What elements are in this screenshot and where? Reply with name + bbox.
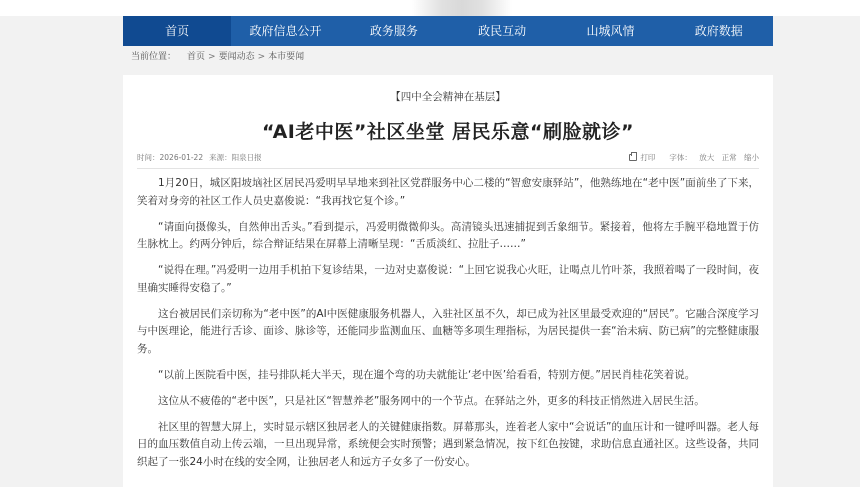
meta-tools xyxy=(629,152,759,163)
article-meta xyxy=(137,151,759,163)
article-paragraph: 1月20日，城区阳坡垴社区居民冯爱明早早地来到社区党群服务中心二楼的“智愈安康驿站”，他熟练地在“老中医”面前坐了下来，笑着对身旁的社区工作人员史嘉俊说：“我再找它复个诊。” xyxy=(137,177,759,207)
article-panel xyxy=(123,75,773,487)
nav-item-gov-info[interactable]: 政府信息公开 xyxy=(249,24,322,38)
banner-decoration xyxy=(412,0,512,16)
article-paragraph: “请面向摄像头，自然伸出舌头。”看到提示，冯爱明微微仰头。高清镜头迅速捕捉到舌象细节。紧接着，他将左手腕平稳地置于仿生脉枕上。约两分钟后，综合辩证结果在屏幕上清晰呈现：“舌质淡红、拉肚子……” xyxy=(137,220,759,250)
nav-item-gov-data[interactable]: 政府数据 xyxy=(694,24,743,38)
font-normal-button[interactable]: 正常 xyxy=(721,152,737,162)
print-button[interactable]: 打印 xyxy=(640,152,656,162)
article-paragraph: 这位从不疲倦的“老中医”，只是社区“智慧养老”服务网中的一个节点。在驿站之外，更多的科技正悄然进入居民生活。 xyxy=(158,394,705,407)
publish-time: 2026-01-22 xyxy=(159,152,204,162)
font-size-label: 字体： xyxy=(669,152,692,162)
main-nav xyxy=(123,16,773,46)
nav-item-gov-services[interactable]: 政务服务 xyxy=(369,24,418,38)
article-source: 阳泉日报 xyxy=(231,152,262,162)
font-size-control xyxy=(669,152,759,163)
article-title: “AI老中医”社区坐堂 居民乐意“刷脸就诊” xyxy=(262,121,634,143)
breadcrumb-separator: > xyxy=(257,52,266,62)
font-enlarge-button[interactable]: 放大 xyxy=(699,152,715,162)
column-tag: 【四中全会精神在基层】 xyxy=(390,91,506,103)
breadcrumb-news-link[interactable]: 要闻动态 xyxy=(218,52,255,62)
time-label: 时间： xyxy=(137,152,160,162)
breadcrumb-label: 当前位置： xyxy=(131,52,177,62)
article-paragraph: 这台被居民们亲切称为“老中医”的AI中医健康服务机器人，入驻社区虽不久，却已成为社区里最受欢迎的“居民”。它融合深度学习与中医理论，能进行舌诊、面诊、脉诊等，还能同步监测血压、血糖等多项生理指标，为居民提供一套“治未病、防已病”的完整健康服务。 xyxy=(137,307,759,355)
font-shrink-button[interactable]: 缩小 xyxy=(744,152,759,162)
breadcrumb-home-link[interactable]: 首页 xyxy=(187,52,206,62)
meta-divider xyxy=(137,168,759,169)
header-banner xyxy=(0,0,860,16)
breadcrumb-local-news-link[interactable]: 本市要闻 xyxy=(268,52,305,62)
source-label: 来源： xyxy=(209,152,232,162)
nav-item-interaction[interactable]: 政民互动 xyxy=(478,24,527,38)
article-paragraph: “说得在理。”冯爱明一边用手机拍下复诊结果，一边对史嘉俊说：“上回它说我心火旺，让喝点儿竹叶茶，我照着喝了一段时间，夜里确实睡得安稳了。” xyxy=(137,264,759,294)
article-body xyxy=(137,175,759,480)
article-paragraph: “以前上医院看中医，挂号排队耗大半天，现在遛个弯的功夫就能让‘老中医’给看看，特别方便。”居民肖桂花笑着说。 xyxy=(158,368,696,381)
print-icon[interactable] xyxy=(629,154,637,161)
nav-item-home[interactable]: 首页 xyxy=(123,16,231,46)
article-paragraph: 社区里的智慧大屏上，实时显示辖区独居老人的关键健康指数。屏幕那头，连着老人家中“会说话”的血压计和一键呼叫器。老人每日的血压数值自动上传云端，一旦出现异常，系统便会实时预警；遇到紧急情况，按下红色按键，求助信息直通社区。这些设备，共同织起了一张24小时在线的安全网，让独居老人和远方子女多了一份安心。 xyxy=(137,420,759,468)
breadcrumb xyxy=(123,46,773,68)
breadcrumb-separator: > xyxy=(208,52,216,62)
nav-item-city-scenery[interactable]: 山城风情 xyxy=(586,24,635,38)
